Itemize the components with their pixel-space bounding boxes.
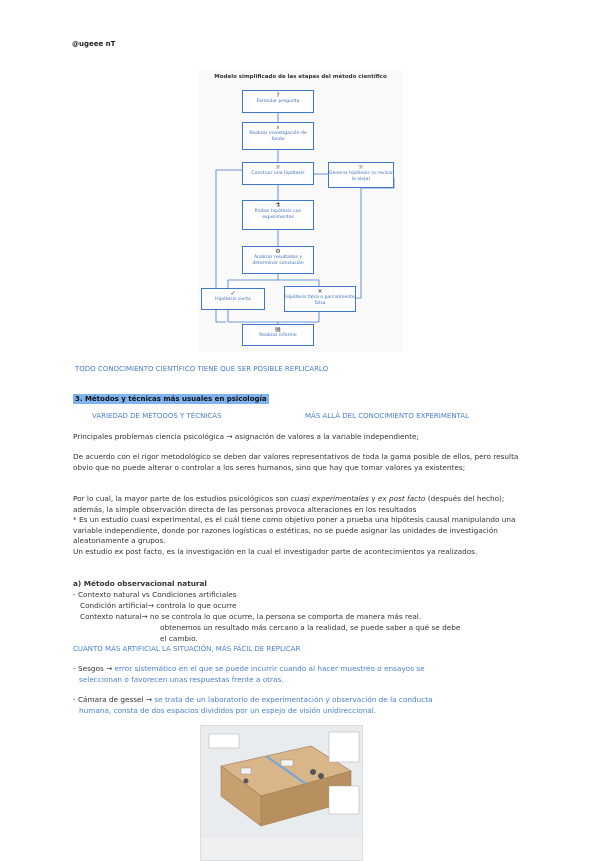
brand-logo: @ugeee nT xyxy=(72,40,116,48)
biases-label: - Sesgos → xyxy=(73,664,113,673)
gessel-text-1: se trata de un laboratorio de experimentación y observación de la conducta xyxy=(152,695,433,704)
box-test-label: Probar hipótesis con experimentos xyxy=(254,209,302,220)
box-research-label: Realizar investigación de fondo xyxy=(249,131,307,142)
artificial-replicate-statement: CUANTO MÁS ARTIFICIAL LA SITUACIÓN, MÁS FÁCIL DE REPLICAR xyxy=(73,645,301,653)
beyond-label: MÁS ALLÁ DEL CONOCIMIENTO EXPERIMENTAL xyxy=(305,412,469,420)
box-true xyxy=(201,288,265,310)
lightbulb-icon: ☼ xyxy=(358,164,364,171)
box-false xyxy=(284,286,356,312)
chart-icon: ⚙ xyxy=(275,248,281,255)
box-test xyxy=(242,200,314,230)
box-new-hypothesis xyxy=(328,162,394,188)
natural-context-2: obtenemos un resultado más cercano a la realidad, se puede saber a qué se debe xyxy=(160,623,461,632)
box-true-label: Hipótesis cierta xyxy=(215,297,251,302)
check-icon: ✓ xyxy=(230,290,236,297)
replication-statement: TODO CONOCIMIENTO CIENTÍFICO TIENE QUE SER POSIBLE REPLICARLO xyxy=(75,365,329,373)
box-report-label: Realizar informe xyxy=(259,333,297,338)
box-research xyxy=(242,122,314,150)
studies-paragraph xyxy=(73,494,521,515)
box-false-label: Hipótesis falsa o parcialmente falsa xyxy=(285,295,355,306)
lightbulb-icon: ☼ xyxy=(275,164,281,171)
document-icon: ▤ xyxy=(275,326,281,333)
studies-term-expost: ex post facto xyxy=(377,494,426,503)
diagram-title: Modelo simplificado de las etapas del método científico xyxy=(214,74,387,80)
box-analyze-label: Analizar resultados y determinar conclusión xyxy=(252,255,304,266)
box-hypothesis xyxy=(242,162,314,185)
flask-icon: ⚗ xyxy=(275,202,281,209)
gesell-chamber-drawing xyxy=(201,726,363,838)
studies-text-c: y xyxy=(368,494,378,503)
box-report xyxy=(242,324,314,346)
context-comparison: - Contexto natural vs Condiciones artificiales xyxy=(73,590,237,599)
box-question-label: Formular pregunta xyxy=(256,99,300,104)
cross-icon: ✕ xyxy=(317,288,323,295)
problems-text: Principales problemas ciencia psicológica → asignación de valores a la variable independiente; xyxy=(73,432,419,441)
observational-heading: a) Método observacional natural xyxy=(73,579,207,588)
expost-definition: Un estudio ex post facto, es la investigación en la cual el investigador parte de acontecimientos ya realizados. xyxy=(73,547,478,556)
studies-text-a: Por lo cual, la mayor parte de los estudios psicológicos son xyxy=(73,494,291,503)
box-new-hypothesis-label: Generar hipótesis (o revisar la vieja) xyxy=(329,171,394,182)
box-question xyxy=(242,90,314,113)
variety-label: VARIEDAD DE MÉTODOS Y TÉCNICAS xyxy=(92,412,222,420)
question-icon: ? xyxy=(276,92,280,99)
natural-context-3: el cambio. xyxy=(160,634,198,643)
gessel-text-2: humana, consta de dos espacios divididos por un espejo de visión unidireccional. xyxy=(79,705,377,715)
biases-text-1: error sistemático en el que se puede incurrir cuando al hacer muestreo o ensayos se xyxy=(112,664,425,673)
gessel-label: - Cámara de gessel → xyxy=(73,695,153,704)
rigor-paragraph: De acuerdo con el rigor metodológico se deben dar valores representativos de toda la gama posible de ellos, pero resulta obvio que no puede alterar o controlar a los seres humanos, sino que hay que tomar valores ya existentes; xyxy=(73,452,519,472)
studies-term-cuasi: cuasi experimentales xyxy=(290,494,369,503)
box-hypothesis-label: Construir una hipótesis xyxy=(251,171,305,176)
natural-context-1: Contexto natural→ no se controla lo que ocurre, la persona se comporta de manera más real. xyxy=(80,612,422,621)
search-icon: ⌕ xyxy=(276,124,280,131)
box-analyze xyxy=(242,246,314,274)
studies-text-e: (después del hecho); además, la simple observación directa de las personas provoca alteraciones en los resultados xyxy=(73,494,505,514)
scientific-method-diagram xyxy=(198,70,403,352)
gessel-paragraph xyxy=(73,695,523,716)
section-heading xyxy=(73,386,269,405)
biases-text-2: seleccionan o favorecen unas respuestas frente a otras. xyxy=(79,674,284,684)
biases-paragraph xyxy=(73,664,523,685)
section-heading-text: 3. Métodos y técnicas más usuales en psicología xyxy=(75,395,267,403)
cuasi-definition: * Es un estudio cuasi experimental, es el cuál tiene como objetivo poner a prueba una hipótesis causal manipulando una variable independiente, donde por razones logísticas o estéticas, no se puede asignar las unidades de investigación aleatoriamente a grupos. xyxy=(73,515,516,545)
gesell-chamber-illustration xyxy=(200,725,363,861)
artificial-condition: Condición artificial→ controla lo que ocurre xyxy=(80,601,237,610)
